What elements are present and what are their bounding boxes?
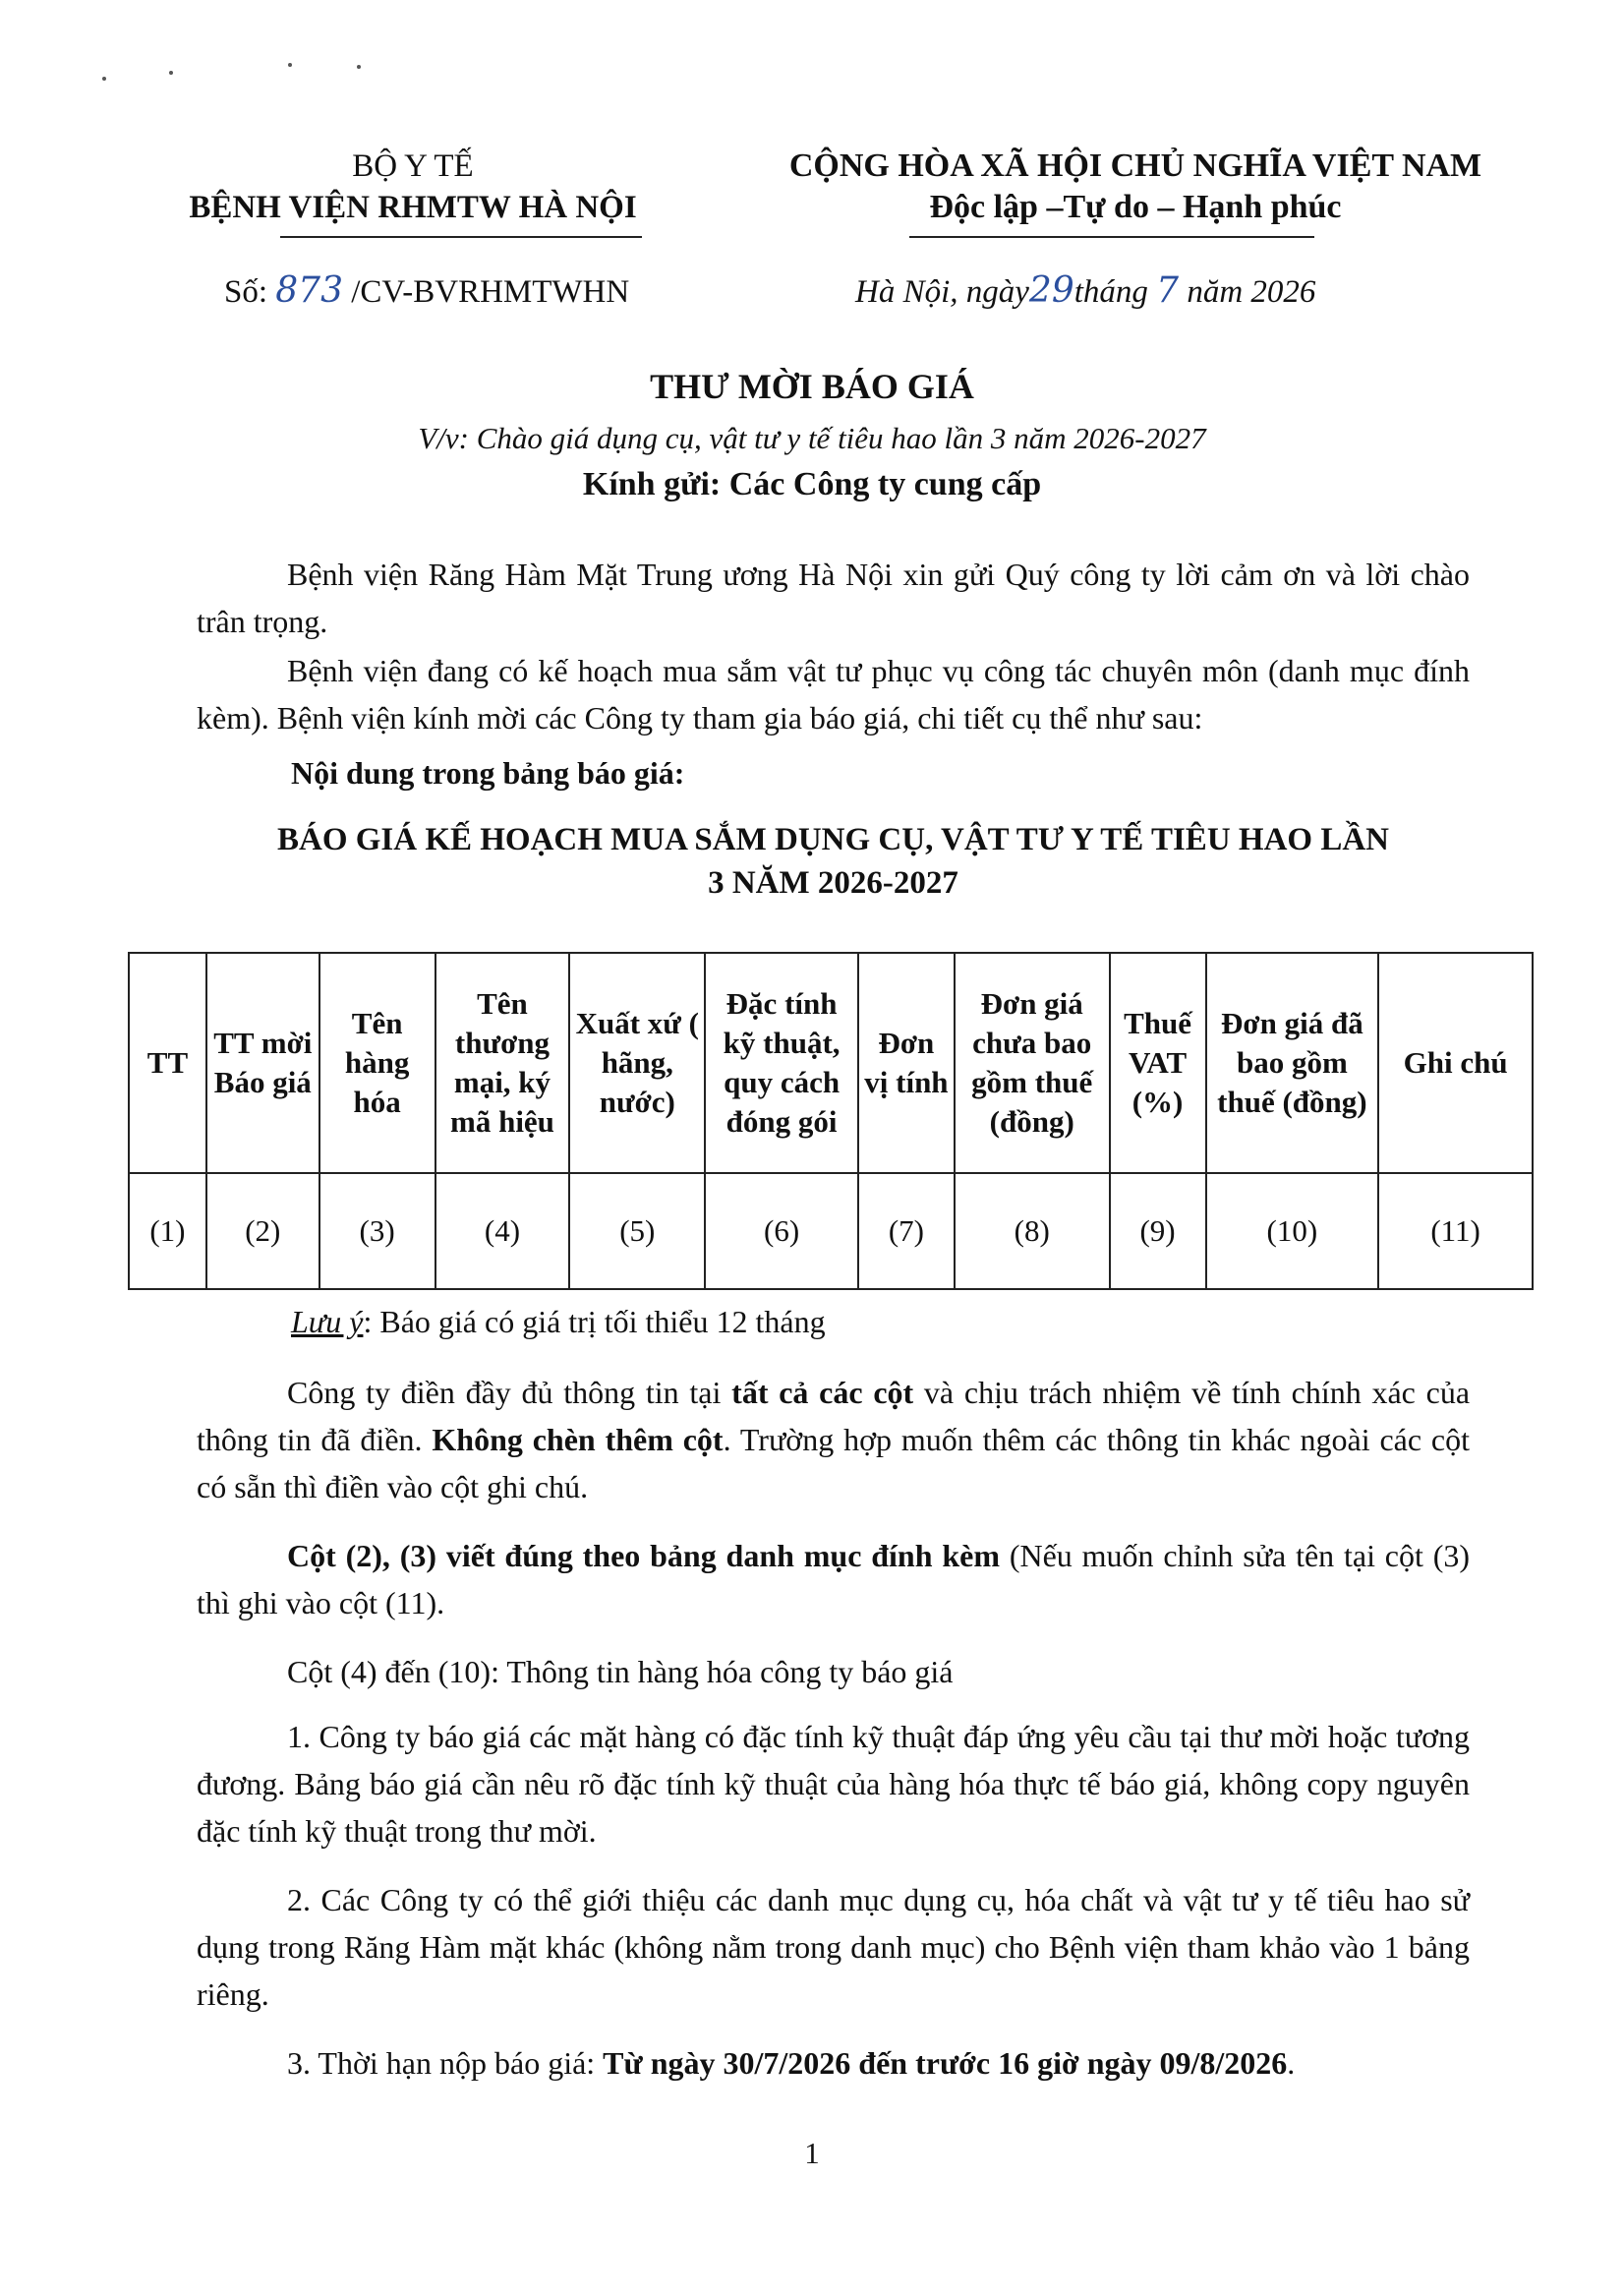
table-header-cell: Thuế VAT (%)	[1110, 953, 1206, 1173]
date-year: năm 2026	[1187, 274, 1316, 310]
table-cell: (10)	[1206, 1173, 1379, 1289]
date-day-handwritten: 29	[1028, 270, 1074, 311]
body-text: 1. Công ty báo giá các mặt hàng có đặc tính kỹ thuật đáp ứng yêu cầu tại thư mời hoặc tương đương. Bảng báo giá cần nêu rõ đặc tính kỹ thuật của hàng hóa thực tế báo giá, không copy nguyên đặc tính kỹ thuật trong thư mời.	[197, 1719, 1470, 1849]
table-cell: (2)	[206, 1173, 319, 1289]
table-cell: (9)	[1110, 1173, 1206, 1289]
table-header-cell: Đơn vị tính	[858, 953, 955, 1173]
table-header-cell: TT mời Báo giá	[206, 953, 319, 1173]
hospital-name: BỆNH VIỆN RHMTW HÀ NỘI	[189, 190, 637, 225]
national-header	[718, 146, 1553, 228]
quote-table	[128, 952, 1534, 1290]
table-header-cell: Xuất xứ ( hãng, nước)	[569, 953, 705, 1173]
body-item-3-deadline	[197, 2039, 1470, 2087]
doc-no-label: Số:	[224, 274, 268, 310]
date-prefix: Hà Nội, ngày	[855, 274, 1029, 310]
table-row	[129, 1173, 1533, 1289]
table-cell: (4)	[435, 1173, 570, 1289]
body-paragraph-column-names	[197, 1532, 1470, 1626]
table-title-line-2: 3 NĂM 2026-2027	[708, 865, 958, 901]
table-header-cell: Ghi chú	[1378, 953, 1533, 1173]
body-item-1	[197, 1713, 1470, 1854]
document-date	[855, 270, 1315, 311]
body-text: (Nếu muốn chỉnh sửa tên tại cột (3) thì ghi vào cột (11).	[197, 1538, 1471, 1620]
intro-paragraph-2	[197, 647, 1470, 741]
table-header-cell: Tên thương mại, ký mã hiệu	[435, 953, 570, 1173]
table-header-cell: TT	[129, 953, 206, 1173]
scan-speck	[169, 71, 173, 75]
body-item-2	[197, 1876, 1470, 2018]
body-text: Cột (4) đến (10): Thông tin hàng hóa công ty báo giá	[287, 1654, 954, 1689]
table-cell: (6)	[705, 1173, 858, 1289]
date-month-handwritten: 7	[1156, 270, 1180, 311]
intro-paragraph-1-text: Bệnh viện Răng Hàm Mặt Trung ương Hà Nội xin gửi Quý công ty lời cảm ơn và lời chào trân trọng.	[197, 557, 1470, 639]
intro-paragraph-1	[197, 551, 1470, 645]
ministry-name: BỘ Y TẾ	[352, 148, 474, 184]
body-text: 3. Thời hạn nộp báo giá:	[287, 2045, 604, 2081]
body-paragraph-columns	[197, 1369, 1470, 1510]
letter-subject: V/v: Chào giá dụng cụ, vật tư y tế tiêu hao lần 3 năm 2026-2027	[418, 421, 1206, 455]
table-title	[197, 818, 1470, 905]
country-name: CỘNG HÒA XÃ HỘI CHỦ NGHĨA VIỆT NAM	[788, 147, 1482, 184]
validity-note	[291, 1304, 826, 1340]
national-motto: Độc lập –Tự do – Hạnh phúc	[929, 189, 1342, 225]
motto-underline	[909, 236, 1314, 238]
date-month-label: tháng	[1073, 274, 1148, 310]
table-cell: (7)	[858, 1173, 955, 1289]
body-emphasis: Không chèn thêm cột	[432, 1422, 724, 1457]
table-cell: (3)	[319, 1173, 435, 1289]
table-header-cell: Đặc tính kỹ thuật, quy cách đóng gói	[705, 953, 858, 1173]
page-number: 1	[804, 2136, 820, 2170]
table-cell: (1)	[129, 1173, 206, 1289]
intro-paragraph-2-text: Bệnh viện đang có kế hoạch mua sắm vật tư phục vụ công tác chuyên môn (danh mục đính kèm). Bệnh viện kính mời các Công ty tham gia báo giá, chi tiết cụ thể như sau:	[197, 653, 1470, 736]
body-text: .	[1287, 2045, 1296, 2081]
body-text: . Trường hợp muốn thêm các thông tin khác ngoài các cột có sẵn thì điền vào cột ghi chú.	[197, 1422, 1471, 1504]
table-cell: (8)	[955, 1173, 1110, 1289]
doc-no-suffix: /CV-BVRHMTWHN	[351, 274, 630, 310]
recipient-line: Kính gửi: Các Công ty cung cấp	[582, 466, 1042, 502]
note-label: Lưu ý	[291, 1304, 364, 1339]
body-text: và chịu trách nhiệm về tính chính xác của thông tin đã điền.	[197, 1375, 1471, 1457]
table-header-row	[129, 953, 1533, 1173]
body-emphasis: tất cả các cột	[731, 1375, 914, 1410]
note-text: : Báo giá có giá trị tối thiểu 12 tháng	[363, 1304, 826, 1339]
body-emphasis: Cột (2), (3) viết đúng theo bảng danh mục đính kèm	[287, 1538, 1000, 1573]
table-header-cell: Đơn giá đã bao gồm thuế (đồng)	[1206, 953, 1379, 1173]
letter-title: THƯ MỜI BÁO GIÁ	[650, 367, 974, 406]
table-header-cell: Tên hàng hóa	[319, 953, 435, 1173]
doc-no-handwritten: 873	[275, 270, 343, 311]
scan-speck	[357, 65, 361, 69]
issuer-underline	[280, 236, 642, 238]
scan-speck	[102, 77, 106, 81]
section-heading: Nội dung trong bảng báo giá:	[291, 755, 685, 791]
table-cell: (5)	[569, 1173, 705, 1289]
issuer-block	[138, 146, 688, 228]
scan-speck	[288, 63, 292, 67]
document-number	[224, 270, 629, 311]
body-paragraph-columns-4-10	[197, 1648, 1470, 1695]
body-text: 2. Các Công ty có thể giới thiệu các danh mục dụng cụ, hóa chất và vật tư y tế tiêu hao sử dụng trong Răng Hàm mặt khác (không nằm trong danh mục) cho Bệnh viện tham khảo vào 1 bảng riêng.	[197, 1882, 1470, 2012]
body-text: Công ty điền đầy đủ thông tin tại	[287, 1375, 732, 1410]
table-header-cell: Đơn giá chưa bao gồm thuế (đồng)	[955, 953, 1110, 1173]
deadline-emphasis: Từ ngày 30/7/2026 đến trước 16 giờ ngày 09/8/2026	[603, 2045, 1288, 2081]
table-cell: (11)	[1378, 1173, 1533, 1289]
table-title-line-1: BÁO GIÁ KẾ HOẠCH MUA SẮM DỤNG CỤ, VẬT TƯ Y TẾ TIÊU HAO LẦN	[276, 822, 1389, 857]
